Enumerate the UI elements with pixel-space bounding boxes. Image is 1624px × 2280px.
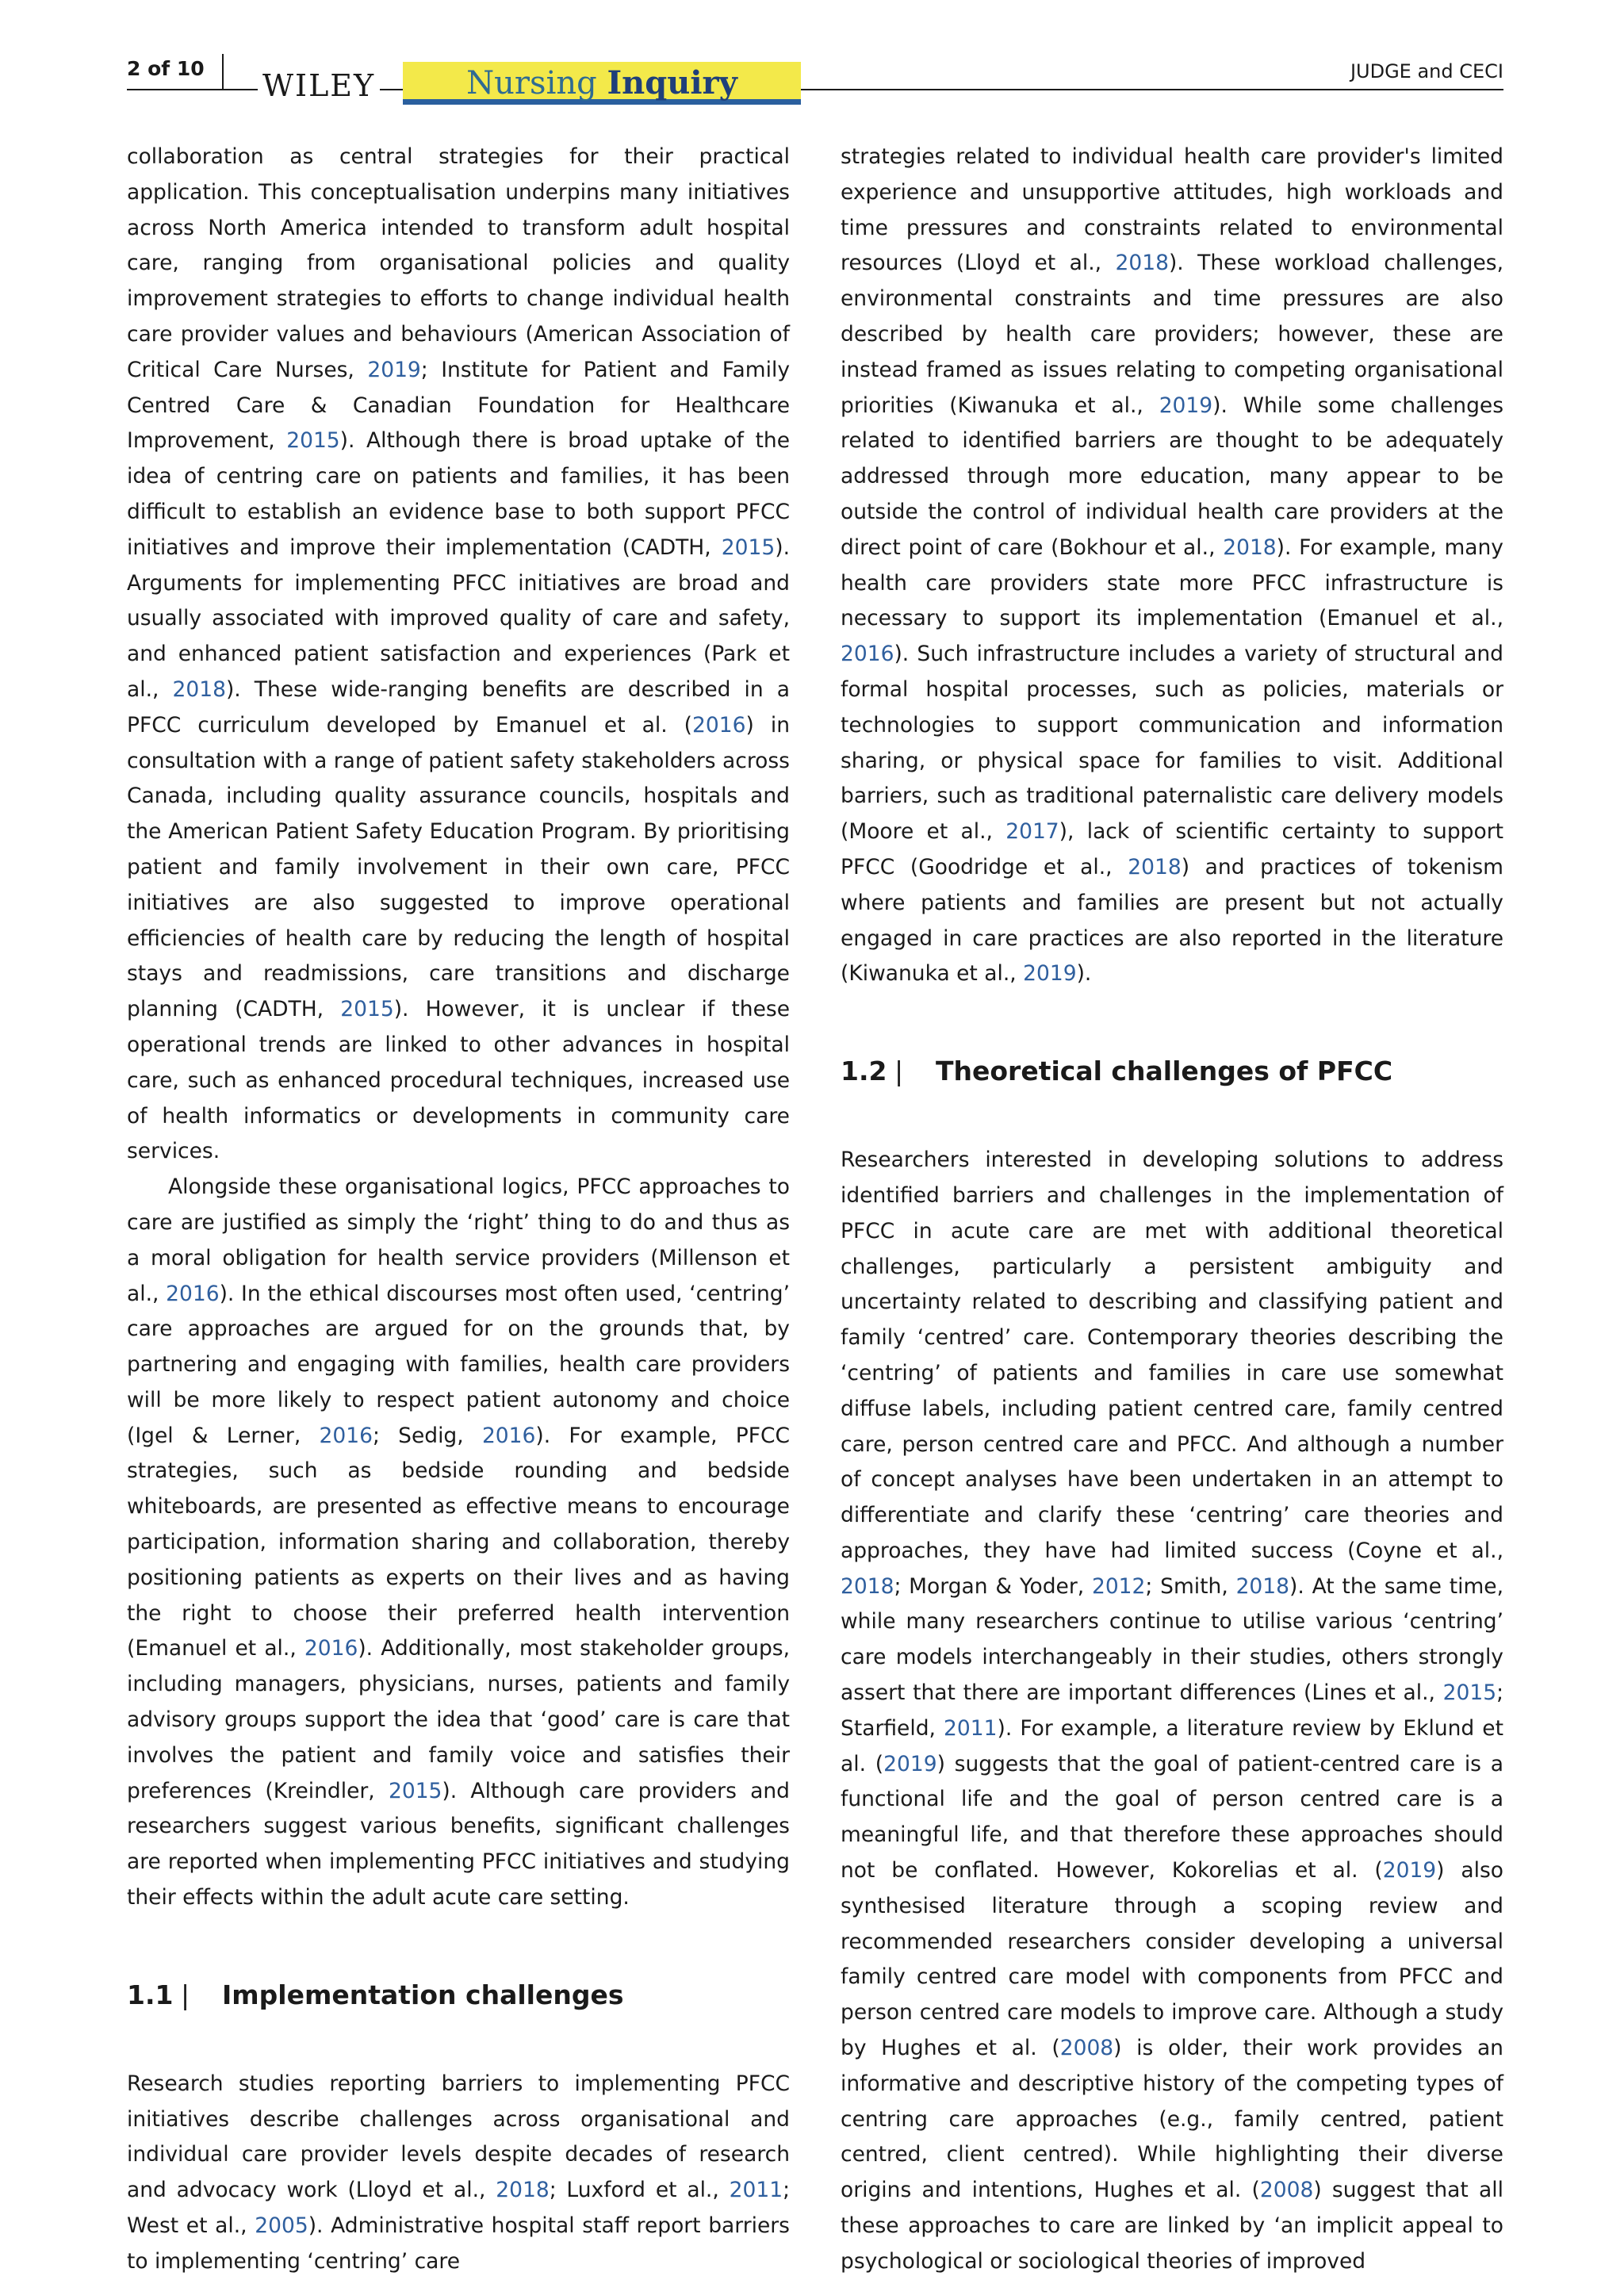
text-run: ) in consultation with a range of patient safety stakeholders across Canada, including quality assurance councils, hospitals and the American Patient Safety Education Program. By prioritising patient and family involvement in their own care, PFCC initiatives are also suggested to improve operational efficiencies of health care by reducing the length of hospital stays and readmissions, care transitions and discharge planning (CADTH, xyxy=(127,712,791,1022)
paragraph xyxy=(841,140,1503,992)
text-run: ). These workload challenges, environmental constraints and time pressures are also described by health care providers; however, these are instead framed as issues relating to competing organisational priorities (Kiwanuka et al., xyxy=(841,251,1503,418)
text-run: Alongside these organisational logics, PFCC approaches to care are justified as simply the ‘right’ thing to do and thus as a moral obligation for health service providers (Millenson et al., xyxy=(127,1174,790,1306)
citation-link[interactable]: 2018 xyxy=(172,676,226,702)
citation-link[interactable]: 2019 xyxy=(1382,1858,1437,1883)
citation-link[interactable]: 2015 xyxy=(340,997,394,1022)
header-divider xyxy=(222,54,224,90)
text-run: ). xyxy=(1076,961,1092,987)
text-run: ). Administrative hospital staff report barriers to implementing ‘centring’ care xyxy=(127,2213,790,2274)
text-run: ). However, it is unclear if these operational trends are linked to other advances in hospital care, such as enhanced procedural techniques, increased use of health informatics or developments in community care services. xyxy=(127,997,790,1164)
section-spacer xyxy=(841,992,1503,1054)
text-run: ). For example, a literature review by Eklund et al. ( xyxy=(841,1715,1504,1776)
paragraph xyxy=(127,140,790,1170)
citation-link[interactable]: 2005 xyxy=(255,2213,308,2239)
text-run: ; Institute for Patient and Family Centred Care & Canadian Foundation for Healthcare Improvement, xyxy=(127,357,791,454)
citation-link[interactable]: 2018 xyxy=(841,1573,894,1599)
citation-link[interactable]: 2016 xyxy=(319,1423,373,1448)
text-run: ). These wide-ranging benefits are described in a PFCC curriculum developed by Emanuel et al. ( xyxy=(127,676,790,738)
citation-link[interactable]: 2018 xyxy=(1128,854,1182,879)
text-run: ; Morgan & Yoder, xyxy=(894,1573,1092,1599)
paragraph xyxy=(127,1170,790,1916)
text-run: ). Although there is broad uptake of the idea of centring care on patients and families, it has been difficult to establish an evidence base to both support PFCC initiatives and improve their implementation (CADTH, xyxy=(127,428,790,560)
text-run: collaboration as central strategies for their practical application. This conceptualisation underpins many initiatives across North America intended to transform adult hospital care, ranging from organisational policies and quality improvement strategies to efforts to change individual health care provider values and behaviours (American Association of Critical Care Nurses, xyxy=(127,144,790,382)
section-spacer xyxy=(127,1916,790,1978)
publisher-logo: WILEY xyxy=(258,68,380,103)
text-run: ). Such infrastructure includes a variety of structural and formal hospital processes, such as policies, materials or technologies to support communication and information sharing, or physical space for families to visit. Additional barriers, such as traditional paternalistic care delivery models (Moore et al., xyxy=(841,642,1503,845)
citation-link[interactable]: 2016 xyxy=(481,1423,536,1448)
citation-link[interactable]: 2018 xyxy=(1115,251,1169,276)
text-run: ) also synthesised literature through a scoping review and recommended researchers consider developing a universal family centred care model with components from PFCC and person centred care models to improve care. Although a study by Hughes et al. ( xyxy=(841,1858,1503,2061)
text-run: ). While some challenges related to identified barriers are thought to be adequately addressed through more education, many appear to be outside the control of individual health care providers at the direct point of care (Bokhour et al., xyxy=(841,393,1503,560)
citation-link[interactable]: 2011 xyxy=(944,1715,998,1741)
citation-link[interactable]: 2017 xyxy=(1005,819,1059,845)
text-run: Research studies reporting barriers to implementing PFCC initiatives describe challenges across organisational and individual care provider levels despite decades of research and advocacy work (Lloyd et al., xyxy=(127,2071,790,2203)
text-run: ; Sedig, xyxy=(372,1423,482,1448)
text-run: ) is older, their work provides an informative and descriptive history of the competing types of centring care approaches (e.g., family centred, patient centred, client centred). While highlighting their diverse origins and intentions, Hughes et al. ( xyxy=(841,2036,1503,2203)
section-number: 1.2 xyxy=(841,1056,887,1087)
citation-link[interactable]: 2016 xyxy=(841,642,894,667)
text-run: ; Smith, xyxy=(1145,1573,1236,1599)
text-run: ; Starfield, xyxy=(841,1680,1503,1741)
text-run: Researchers interested in developing solutions to address identified barriers and challenges in the implementation of PFCC in acute care are met with additional theoretical challenges, particularly a persistent ambiguity and uncertainty related to describing and classifying patient and family ‘centred’ care. Contemporary theories describing the ‘centring’ of patients and families in care use somewhat diffuse labels, including patient centred care, family centred care, person centred care and PFCC. And although a number of concept analyses have been undertaken in an attempt to differentiate and clarify these ‘centring’ care theories and approaches, they have had limited success (Coyne et al., xyxy=(841,1148,1503,1563)
citation-link[interactable]: 2011 xyxy=(729,2178,783,2203)
citation-link[interactable]: 2016 xyxy=(166,1281,220,1306)
section-heading-1-2 xyxy=(841,1054,1503,1089)
text-run: ). Arguments for implementing PFCC initiatives are broad and usually associated with improved quality of care and safety, and enhanced patient satisfaction and experiences (Park et al., xyxy=(127,535,790,702)
text-run: ). Although care providers and researchers suggest various benefits, significant challenges are reported when implementing PFCC initiatives and studying their effects within the adult acute care setting. xyxy=(127,1778,790,1910)
citation-link[interactable]: 2016 xyxy=(304,1636,358,1661)
page-number: 2 of 10 xyxy=(127,57,214,80)
section-spacer xyxy=(127,2013,790,2067)
citation-link[interactable]: 2012 xyxy=(1091,1573,1146,1599)
citation-link[interactable]: 2015 xyxy=(286,428,340,454)
text-run: ). For example, many health care providers state more PFCC infrastructure is necessary to support its implementation (Emanuel et al., xyxy=(841,535,1503,631)
citation-link[interactable]: 2018 xyxy=(496,2178,550,2203)
section-separator: | xyxy=(181,1979,190,2010)
text-run: ) suggests that the goal of patient-centred care is a functional life and the goal of person centred care is a meaningful life, and that therefore these approaches should not be conflated. However, Kokorelias et al. ( xyxy=(841,1751,1503,1883)
text-run: ) and practices of tokenism where patients and families are present but not actually engaged in care practices are also reported in the literature (Kiwanuka et al., xyxy=(841,854,1503,987)
section-title: Theoretical challenges of PFCC xyxy=(936,1056,1393,1087)
text-run: ), lack of scientific certainty to support PFCC (Goodridge et al., xyxy=(841,819,1503,879)
citation-link[interactable]: 2018 xyxy=(1235,1573,1290,1599)
paragraph xyxy=(127,2067,790,2280)
journal-name-part1: Nursing xyxy=(466,65,597,102)
section-heading-1-1 xyxy=(127,1978,790,2013)
citation-link[interactable]: 2015 xyxy=(1442,1680,1497,1706)
section-number: 1.1 xyxy=(127,1979,174,2010)
page-header xyxy=(127,54,1503,109)
text-run: ; West et al., xyxy=(127,2178,790,2239)
running-head-authors: JUDGE and CECI xyxy=(1350,60,1503,82)
citation-link[interactable]: 2018 xyxy=(1223,535,1277,560)
citation-link[interactable]: 2016 xyxy=(692,712,746,738)
text-run: ) suggest that all these approaches to care are linked by ‘an implicit appeal to psychological or sociological theories of improved xyxy=(841,2178,1503,2274)
citation-link[interactable]: 2015 xyxy=(721,535,776,560)
citation-link[interactable]: 2019 xyxy=(367,357,421,382)
text-run: strategies related to individual health care provider's limited experience and unsupportive attitudes, high workloads and time pressures and constraints related to environmental resources (Lloyd et al., xyxy=(841,144,1503,276)
text-run: ). Additionally, most stakeholder groups, including managers, physicians, nurses, patients and family advisory groups support the idea that ‘good’ care is care that involves the patient and family voice and satisfies their preferences (Kreindler, xyxy=(127,1636,791,1803)
citation-link[interactable]: 2008 xyxy=(1059,2036,1114,2061)
section-title: Implementation challenges xyxy=(222,1979,624,2010)
paragraph xyxy=(841,1143,1503,2280)
citation-link[interactable]: 2019 xyxy=(1159,393,1213,418)
citation-link[interactable]: 2015 xyxy=(388,1778,442,1803)
text-run: ). For example, PFCC strategies, such as bedside rounding and bedside whiteboards, are presented as effective means to encourage participation, information sharing and collaboration, thereby positioning patients as experts on their lives and as having the right to choose their preferred health intervention (Emanuel et al., xyxy=(127,1423,791,1661)
journal-logo xyxy=(403,62,801,105)
text-run: ). At the same time, while many researchers continue to utilise various ‘centring’ care models interchangeably in their studies, others strongly assert that there are important differences (Lines et al., xyxy=(841,1573,1503,1706)
text-run: ). In the ethical discourses most often used, ‘centring’ care approaches are argued for on the grounds that, by partnering and engaging with families, health care providers will be more likely to respect patient autonomy and choice (Igel & Lerner, xyxy=(127,1281,790,1448)
citation-link[interactable]: 2019 xyxy=(883,1751,937,1776)
text-run: ; Luxford et al., xyxy=(549,2178,730,2203)
right-column xyxy=(841,140,1503,2280)
citation-link[interactable]: 2019 xyxy=(1023,961,1077,987)
section-separator: | xyxy=(894,1056,904,1087)
left-column xyxy=(127,140,790,2280)
section-spacer xyxy=(841,1089,1503,1143)
citation-link[interactable]: 2008 xyxy=(1259,2178,1314,2203)
journal-name-part2: Inquiry xyxy=(607,64,737,102)
